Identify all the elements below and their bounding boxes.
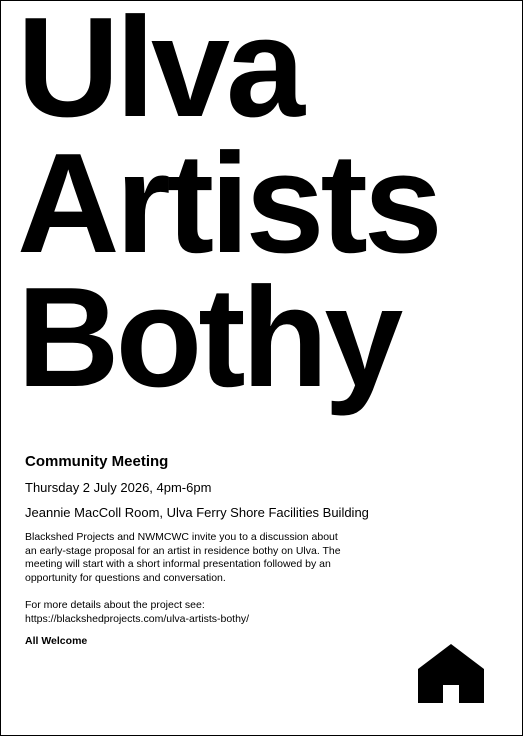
project-details xyxy=(25,599,385,626)
description-line: an early-stage proposal for an artist in residence bothy on Ulva. The xyxy=(25,544,341,557)
description-line: Blackshed Projects and NWMCWC invite you to a discussion about xyxy=(25,531,338,543)
headline-line-2: Artists xyxy=(17,124,439,283)
meeting-title: Community Meeting xyxy=(25,453,169,470)
project-url[interactable]: https://blackshedprojects.com/ulva-artists-bothy/ xyxy=(25,612,250,625)
meeting-venue: Jeannie MacColl Room, Ulva Ferry Shore Facilities Building xyxy=(25,505,369,520)
meeting-date-time: Thursday 2 July 2026, 4pm-6pm xyxy=(25,480,212,495)
description-line: opportunity for questions and conversation. xyxy=(25,571,226,584)
description-line: meeting will start with a short informal presentation followed by an xyxy=(25,558,331,570)
details-intro: For more details about the project see: xyxy=(25,599,205,611)
headline-line-3: Bothy xyxy=(17,258,400,417)
headline-line-1: Ulva xyxy=(17,0,301,147)
all-welcome: All Welcome xyxy=(25,635,88,647)
meeting-description xyxy=(25,531,380,585)
house-icon xyxy=(417,643,485,703)
